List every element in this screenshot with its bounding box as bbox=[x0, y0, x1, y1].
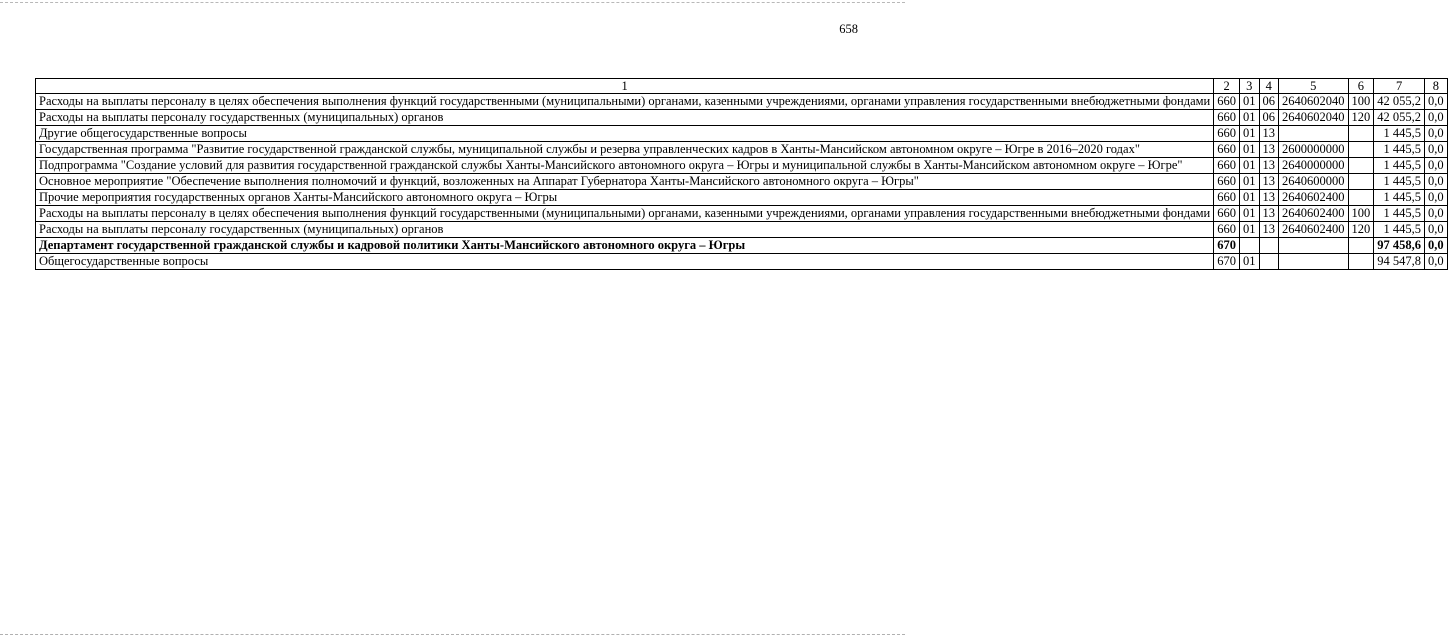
row-extra-cell: 0,0 bbox=[1425, 110, 1448, 126]
header-row bbox=[36, 79, 1448, 94]
row-extra-cell: 0,0 bbox=[1425, 94, 1448, 110]
row-section-cell: 01 bbox=[1240, 190, 1260, 206]
row-code-cell: 660 bbox=[1214, 222, 1240, 238]
row-extra-cell: 0,0 bbox=[1425, 126, 1448, 142]
row-subsection-cell: 06 bbox=[1259, 94, 1279, 110]
row-extra-cell: 0,0 bbox=[1425, 158, 1448, 174]
row-kind-cell bbox=[1348, 190, 1374, 206]
scan-edge-top bbox=[0, 2, 905, 3]
row-kind-cell bbox=[1348, 174, 1374, 190]
row-extra-cell: 0,0 bbox=[1425, 190, 1448, 206]
row-code-cell: 670 bbox=[1214, 238, 1240, 254]
table-row bbox=[36, 254, 1448, 270]
row-extra-cell: 0,0 bbox=[1425, 206, 1448, 222]
table-row bbox=[36, 126, 1448, 142]
row-kind-cell bbox=[1348, 238, 1374, 254]
row-target-cell: 2640602400 bbox=[1279, 206, 1349, 222]
row-sum-cell: 1 445,5 bbox=[1374, 158, 1425, 174]
row-name-cell: Другие общегосударственные вопросы bbox=[36, 126, 1214, 142]
row-name-cell: Расходы на выплаты персоналу в целях обеспечения выполнения функций государственными (муниципальными) органами, казенными учреждениями, органами управления государственными внебюджетными фондами bbox=[36, 206, 1214, 222]
row-subsection-cell: 13 bbox=[1259, 190, 1279, 206]
row-code-cell: 670 bbox=[1214, 254, 1240, 270]
row-sum-cell: 1 445,5 bbox=[1374, 190, 1425, 206]
row-code-cell: 660 bbox=[1214, 126, 1240, 142]
page-number: 658 bbox=[839, 22, 858, 36]
row-sum-cell: 1 445,5 bbox=[1374, 142, 1425, 158]
header-cell: 8 bbox=[1425, 79, 1448, 94]
row-kind-cell bbox=[1348, 126, 1374, 142]
row-kind-cell bbox=[1348, 254, 1374, 270]
row-section-cell: 01 bbox=[1240, 222, 1260, 238]
row-sum-cell: 1 445,5 bbox=[1374, 126, 1425, 142]
row-extra-cell: 0,0 bbox=[1425, 238, 1448, 254]
table-row bbox=[36, 238, 1448, 254]
row-sum-cell: 1 445,5 bbox=[1374, 174, 1425, 190]
header-cell: 1 bbox=[36, 79, 1214, 94]
row-kind-cell: 120 bbox=[1348, 110, 1374, 126]
row-target-cell: 2640000000 bbox=[1279, 158, 1349, 174]
row-subsection-cell: 13 bbox=[1259, 158, 1279, 174]
row-subsection-cell: 13 bbox=[1259, 206, 1279, 222]
row-sum-cell: 42 055,2 bbox=[1374, 110, 1425, 126]
header-cell: 2 bbox=[1214, 79, 1240, 94]
table-row bbox=[36, 94, 1448, 110]
header-cell: 7 bbox=[1374, 79, 1425, 94]
row-target-cell bbox=[1279, 126, 1349, 142]
header-cell: 4 bbox=[1259, 79, 1279, 94]
row-section-cell: 01 bbox=[1240, 142, 1260, 158]
row-section-cell: 01 bbox=[1240, 206, 1260, 222]
row-kind-cell: 100 bbox=[1348, 206, 1374, 222]
row-code-cell: 660 bbox=[1214, 158, 1240, 174]
row-target-cell bbox=[1279, 254, 1349, 270]
table-row bbox=[36, 206, 1448, 222]
row-extra-cell: 0,0 bbox=[1425, 174, 1448, 190]
row-section-cell: 01 bbox=[1240, 254, 1260, 270]
row-sum-cell: 97 458,6 bbox=[1374, 238, 1425, 254]
row-code-cell: 660 bbox=[1214, 174, 1240, 190]
table-row bbox=[36, 110, 1448, 126]
header-cell: 3 bbox=[1240, 79, 1260, 94]
row-target-cell: 2640602040 bbox=[1279, 94, 1349, 110]
row-name-cell: Департамент государственной гражданской службы и кадровой политики Ханты-Мансийского автономного округа – Югры bbox=[36, 238, 1214, 254]
row-target-cell: 2640600000 bbox=[1279, 174, 1349, 190]
row-kind-cell: 120 bbox=[1348, 222, 1374, 238]
row-section-cell: 01 bbox=[1240, 94, 1260, 110]
row-section-cell: 01 bbox=[1240, 174, 1260, 190]
row-section-cell: 01 bbox=[1240, 126, 1260, 142]
row-target-cell: 2640602400 bbox=[1279, 190, 1349, 206]
row-kind-cell: 100 bbox=[1348, 94, 1374, 110]
row-section-cell: 01 bbox=[1240, 110, 1260, 126]
row-subsection-cell: 06 bbox=[1259, 110, 1279, 126]
row-name-cell: Прочие мероприятия государственных органов Ханты-Мансийского автономного округа – Югры bbox=[36, 190, 1214, 206]
row-sum-cell: 1 445,5 bbox=[1374, 206, 1425, 222]
table-row bbox=[36, 142, 1448, 158]
row-sum-cell: 1 445,5 bbox=[1374, 222, 1425, 238]
header-cell: 5 bbox=[1279, 79, 1349, 94]
row-section-cell bbox=[1240, 238, 1260, 254]
row-sum-cell: 94 547,8 bbox=[1374, 254, 1425, 270]
row-name-cell: Расходы на выплаты персоналу в целях обеспечения выполнения функций государственными (муниципальными) органами, казенными учреждениями, органами управления государственными внебюджетными фондами bbox=[36, 94, 1214, 110]
row-code-cell: 660 bbox=[1214, 190, 1240, 206]
row-kind-cell bbox=[1348, 158, 1374, 174]
row-subsection-cell: 13 bbox=[1259, 142, 1279, 158]
row-name-cell: Расходы на выплаты персоналу государственных (муниципальных) органов bbox=[36, 110, 1214, 126]
row-subsection-cell bbox=[1259, 238, 1279, 254]
table-row bbox=[36, 222, 1448, 238]
row-target-cell: 2640602040 bbox=[1279, 110, 1349, 126]
row-name-cell: Подпрограмма "Создание условий для развития государственной гражданской службы Ханты-Мансийского автономного округа – Югры и муниципальной службы в Ханты-Мансийском автономном округе – Югре" bbox=[36, 158, 1214, 174]
row-section-cell: 01 bbox=[1240, 158, 1260, 174]
row-target-cell: 2600000000 bbox=[1279, 142, 1349, 158]
row-sum-cell: 42 055,2 bbox=[1374, 94, 1425, 110]
header-cell: 6 bbox=[1348, 79, 1374, 94]
row-subsection-cell: 13 bbox=[1259, 174, 1279, 190]
row-subsection-cell: 13 bbox=[1259, 126, 1279, 142]
table-row bbox=[36, 158, 1448, 174]
row-target-cell bbox=[1279, 238, 1349, 254]
row-extra-cell: 0,0 bbox=[1425, 142, 1448, 158]
row-subsection-cell: 13 bbox=[1259, 222, 1279, 238]
row-code-cell: 660 bbox=[1214, 110, 1240, 126]
scan-edge-bottom bbox=[0, 634, 905, 635]
row-code-cell: 660 bbox=[1214, 94, 1240, 110]
row-name-cell: Общегосударственные вопросы bbox=[36, 254, 1214, 270]
table-row bbox=[36, 190, 1448, 206]
row-name-cell: Расходы на выплаты персоналу государственных (муниципальных) органов bbox=[36, 222, 1214, 238]
row-kind-cell bbox=[1348, 142, 1374, 158]
row-code-cell: 660 bbox=[1214, 142, 1240, 158]
budget-table bbox=[35, 78, 1448, 270]
row-subsection-cell bbox=[1259, 254, 1279, 270]
row-name-cell: Основное мероприятие "Обеспечение выполнения полномочий и функций, возложенных на Аппарат Губернатора Ханты-Мансийского автономного округа – Югры" bbox=[36, 174, 1214, 190]
row-extra-cell: 0,0 bbox=[1425, 254, 1448, 270]
row-extra-cell: 0,0 bbox=[1425, 222, 1448, 238]
table-row bbox=[36, 174, 1448, 190]
row-code-cell: 660 bbox=[1214, 206, 1240, 222]
row-name-cell: Государственная программа "Развитие государственной гражданской службы, муниципальной службы и резерва управленческих кадров в Ханты-Мансийском автономном округе – Югре в 2016–2020 годах" bbox=[36, 142, 1214, 158]
row-target-cell: 2640602400 bbox=[1279, 222, 1349, 238]
